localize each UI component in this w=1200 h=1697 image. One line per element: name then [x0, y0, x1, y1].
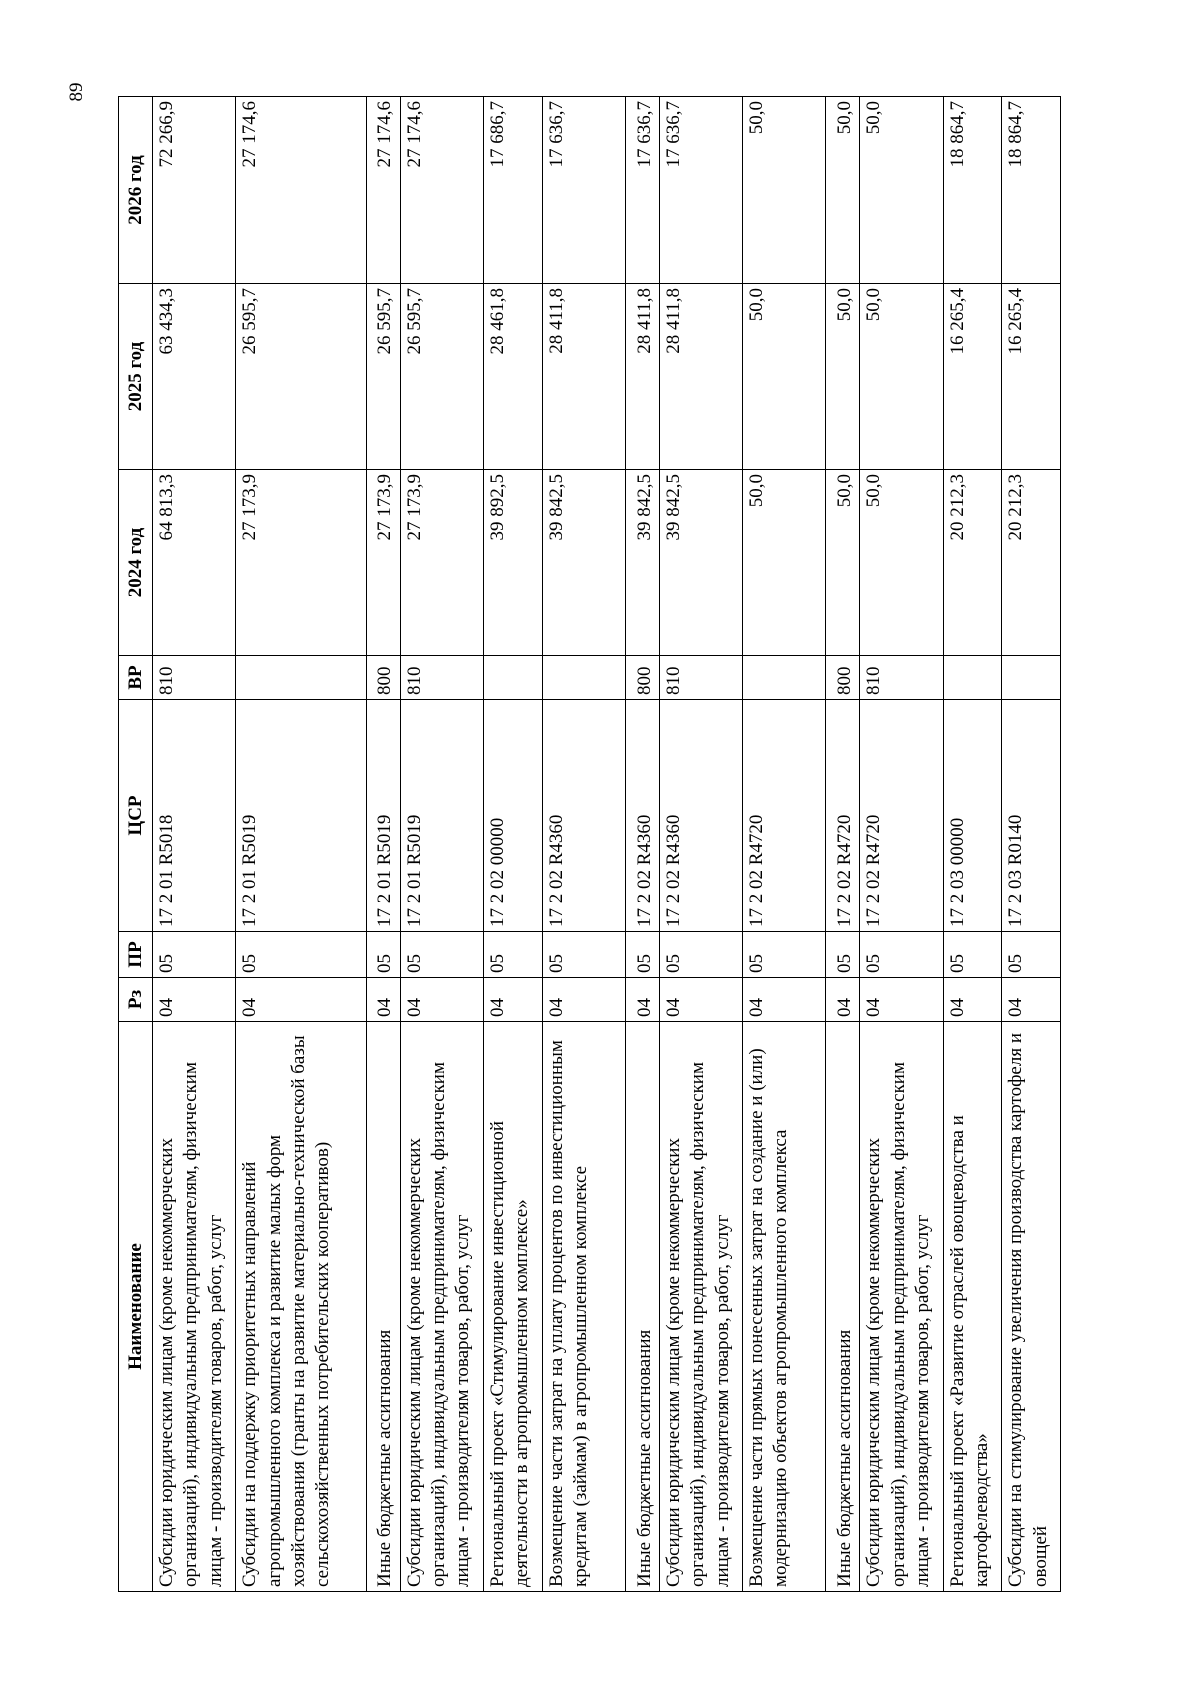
cell-rz: 04 [153, 978, 236, 1022]
cell-2024: 39 892,5 [484, 470, 543, 656]
rotated-table-wrapper [118, 97, 1061, 1592]
cell-rz: 04 [860, 978, 943, 1022]
cell-pr: 05 [625, 932, 659, 978]
cell-2026: 18 864,7 [943, 97, 1002, 284]
column-header-pr: ПР [119, 932, 153, 978]
cell-name: Возмещение части прямых понесенных затрат на создание и (или) модернизацию объектов агропромышленного комплекса [743, 1022, 826, 1592]
page-number: 89 [66, 82, 87, 102]
cell-2026: 50,0 [743, 97, 826, 284]
cell-rz: 04 [659, 978, 742, 1022]
cell-vr [484, 656, 543, 700]
column-header-rz: Рз [119, 978, 153, 1022]
cell-rz: 04 [236, 978, 367, 1022]
cell-csr: 17 2 02 R4720 [743, 700, 826, 932]
cell-csr: 17 2 01 R5019 [236, 700, 367, 932]
cell-2025: 28 411,8 [659, 284, 742, 470]
cell-vr: 800 [366, 656, 400, 700]
table-row [659, 97, 742, 1592]
cell-csr: 17 2 02 R4360 [659, 700, 742, 932]
table-row [484, 97, 543, 1592]
cell-name: Региональный проект «Развитие отраслей овощеводства и картофелеводства» [943, 1022, 1002, 1592]
cell-vr: 810 [153, 656, 236, 700]
cell-csr: 17 2 01 R5019 [400, 700, 483, 932]
cell-rz: 04 [625, 978, 659, 1022]
column-header-2026: 2026 год [119, 97, 153, 284]
cell-2025: 50,0 [743, 284, 826, 470]
cell-2026: 18 864,7 [1002, 97, 1061, 284]
table-row [542, 97, 625, 1592]
cell-name: Иные бюджетные ассигнования [366, 1022, 400, 1592]
table-row [943, 97, 1002, 1592]
cell-2024: 39 842,5 [542, 470, 625, 656]
cell-2025: 26 595,7 [400, 284, 483, 470]
cell-vr: 810 [400, 656, 483, 700]
cell-rz: 04 [400, 978, 483, 1022]
table-row [153, 97, 236, 1592]
cell-csr: 17 2 02 R4360 [542, 700, 625, 932]
cell-2025: 50,0 [860, 284, 943, 470]
cell-2025: 28 411,8 [542, 284, 625, 470]
cell-vr: 800 [625, 656, 659, 700]
cell-csr: 17 2 02 R4720 [860, 700, 943, 932]
cell-name: Субсидии на стимулирование увеличения производства картофеля и овощей [1002, 1022, 1061, 1592]
cell-vr [743, 656, 826, 700]
cell-2025: 63 434,3 [153, 284, 236, 470]
cell-vr: 800 [826, 656, 860, 700]
cell-2026: 72 266,9 [153, 97, 236, 284]
cell-pr: 05 [659, 932, 742, 978]
cell-2025: 28 411,8 [625, 284, 659, 470]
cell-2025: 26 595,7 [236, 284, 367, 470]
cell-2024: 27 173,9 [400, 470, 483, 656]
cell-csr: 17 2 02 R4720 [826, 700, 860, 932]
cell-name: Субсидии юридическим лицам (кроме некоммерческих организаций), индивидуальным предпринимателям, физическим лицам - производителям товаров, работ, услуг [659, 1022, 742, 1592]
cell-2025: 16 265,4 [943, 284, 1002, 470]
cell-name: Иные бюджетные ассигнования [826, 1022, 860, 1592]
column-header-name: Наименование [119, 1022, 153, 1592]
cell-2024: 20 212,3 [943, 470, 1002, 656]
cell-pr: 05 [826, 932, 860, 978]
cell-csr: 17 2 03 R0140 [1002, 700, 1061, 932]
cell-2026: 17 636,7 [659, 97, 742, 284]
cell-vr: 810 [860, 656, 943, 700]
cell-2026: 27 174,6 [400, 97, 483, 284]
cell-rz: 04 [826, 978, 860, 1022]
cell-csr: 17 2 01 R5018 [153, 700, 236, 932]
cell-2025: 26 595,7 [366, 284, 400, 470]
table-row [743, 97, 826, 1592]
cell-csr: 17 2 01 R5019 [366, 700, 400, 932]
cell-pr: 05 [236, 932, 367, 978]
table-row [366, 97, 400, 1592]
cell-pr: 05 [153, 932, 236, 978]
column-header-vr: ВР [119, 656, 153, 700]
cell-pr: 05 [542, 932, 625, 978]
cell-pr: 05 [366, 932, 400, 978]
cell-pr: 05 [743, 932, 826, 978]
cell-vr [236, 656, 367, 700]
cell-vr [542, 656, 625, 700]
cell-pr: 05 [943, 932, 1002, 978]
cell-name: Региональный проект «Стимулирование инвестиционной деятельности в агропромышленном комплексе» [484, 1022, 543, 1592]
cell-2025: 28 461,8 [484, 284, 543, 470]
cell-vr [943, 656, 1002, 700]
cell-rz: 04 [1002, 978, 1061, 1022]
cell-2026: 27 174,6 [236, 97, 367, 284]
cell-2024: 64 813,3 [153, 470, 236, 656]
cell-pr: 05 [860, 932, 943, 978]
cell-2024: 27 173,9 [366, 470, 400, 656]
cell-name: Возмещение части затрат на уплату процентов по инвестиционным кредитам (займам) в агропромышленном комплексе [542, 1022, 625, 1592]
cell-vr [1002, 656, 1061, 700]
cell-2026: 50,0 [826, 97, 860, 284]
cell-2025: 16 265,4 [1002, 284, 1061, 470]
cell-name: Иные бюджетные ассигнования [625, 1022, 659, 1592]
cell-name: Субсидии юридическим лицам (кроме некоммерческих организаций), индивидуальным предпринимателям, физическим лицам - производителям товаров, работ, услуг [153, 1022, 236, 1592]
table-row [625, 97, 659, 1592]
cell-pr: 05 [1002, 932, 1061, 978]
cell-2026: 17 636,7 [625, 97, 659, 284]
cell-2025: 50,0 [826, 284, 860, 470]
cell-pr: 05 [400, 932, 483, 978]
cell-2024: 50,0 [860, 470, 943, 656]
cell-name: Субсидии юридическим лицам (кроме некоммерческих организаций), индивидуальным предпринимателям, физическим лицам - производителям товаров, работ, услуг [400, 1022, 483, 1592]
column-header-csr: ЦСР [119, 700, 153, 932]
cell-2024: 50,0 [826, 470, 860, 656]
cell-rz: 04 [943, 978, 1002, 1022]
table-row [860, 97, 943, 1592]
cell-2026: 17 686,7 [484, 97, 543, 284]
cell-csr: 17 2 02 00000 [484, 700, 543, 932]
cell-name: Субсидии на поддержку приоритетных направлений агропромышленного комплекса и развитие малых форм хозяйствования (гранты на развитие материально-технической базы сельскохозяйственных потребительских кооперативов) [236, 1022, 367, 1592]
cell-2026: 27 174,6 [366, 97, 400, 284]
cell-rz: 04 [743, 978, 826, 1022]
cell-csr: 17 2 02 R4360 [625, 700, 659, 932]
cell-2024: 20 212,3 [1002, 470, 1061, 656]
cell-pr: 05 [484, 932, 543, 978]
cell-2026: 50,0 [860, 97, 943, 284]
table-row [1002, 97, 1061, 1592]
cell-name: Субсидии юридическим лицам (кроме некоммерческих организаций), индивидуальным предпринимателям, физическим лицам - производителям товаров, работ, услуг [860, 1022, 943, 1592]
cell-2024: 27 173,9 [236, 470, 367, 656]
budget-table [118, 96, 1061, 1592]
cell-2026: 17 636,7 [542, 97, 625, 284]
table-row [826, 97, 860, 1592]
column-header-2024: 2024 год [119, 470, 153, 656]
cell-2024: 50,0 [743, 470, 826, 656]
cell-rz: 04 [542, 978, 625, 1022]
column-header-2025: 2025 год [119, 284, 153, 470]
table-header-row [119, 97, 153, 1592]
cell-2024: 39 842,5 [659, 470, 742, 656]
cell-csr: 17 2 03 00000 [943, 700, 1002, 932]
cell-rz: 04 [484, 978, 543, 1022]
cell-vr: 810 [659, 656, 742, 700]
cell-rz: 04 [366, 978, 400, 1022]
cell-2024: 39 842,5 [625, 470, 659, 656]
table-row [236, 97, 367, 1592]
table-row [400, 97, 483, 1592]
